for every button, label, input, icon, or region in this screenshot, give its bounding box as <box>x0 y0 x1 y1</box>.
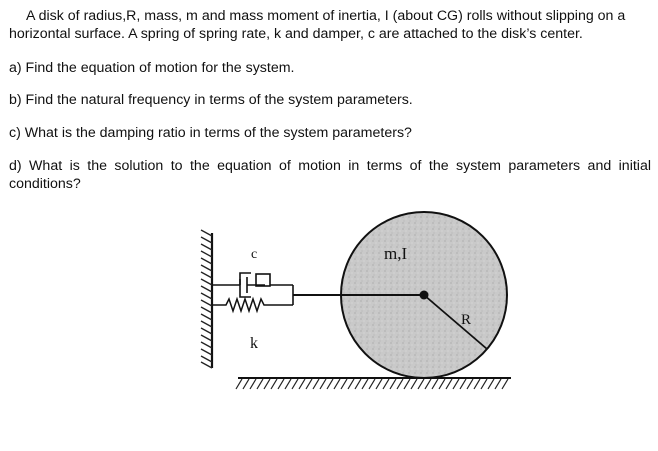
question-b: b) Find the natural frequency in terms of the system parameters. <box>9 92 413 108</box>
fixed-wall <box>201 230 212 368</box>
disk-label: m,I <box>384 244 408 263</box>
question-d-line2: conditions? <box>9 176 81 192</box>
ground-surface <box>236 378 511 389</box>
radius-label: R <box>461 312 472 328</box>
question-c: c) What is the damping ratio in terms of the system parameters? <box>9 125 412 141</box>
spring <box>212 299 293 311</box>
question-a: a) Find the equation of motion for the system. <box>9 60 295 76</box>
problem-intro-line2: horizontal surface. A spring of spring rate, k and damper, c are attached to the disk’s center. <box>9 26 583 42</box>
damper-label: c <box>251 247 258 262</box>
question-d-line1: d) What is the solution to the equation of motion in terms of the system parameters and initial <box>9 158 651 174</box>
spring-label: k <box>250 335 258 352</box>
problem-intro-line1: A disk of radius,R, mass, m and mass moment of inertia, I (about CG) rolls without slipping on a <box>26 8 626 24</box>
